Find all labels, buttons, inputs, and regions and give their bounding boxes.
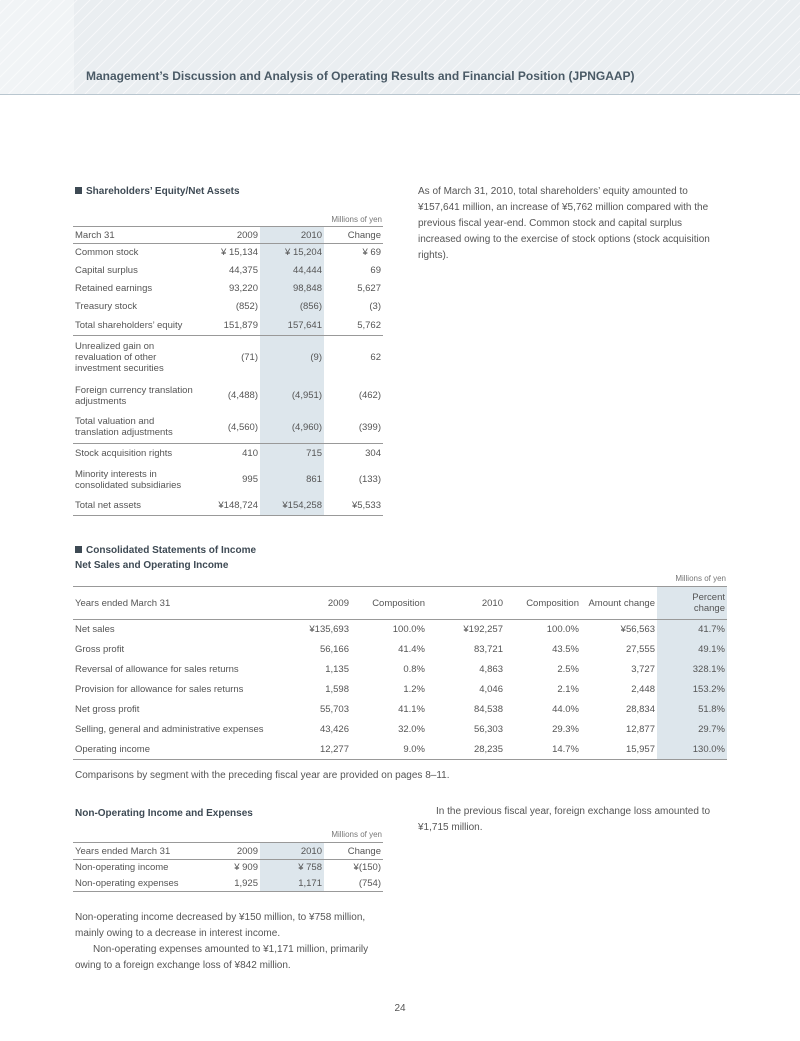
equity-cell: (71) — [241, 352, 258, 364]
income-cell: 43.5% — [552, 644, 579, 655]
income-row — [73, 640, 727, 660]
equity-col-header: 2010 — [260, 227, 324, 244]
equity-cell: 69 — [370, 265, 381, 276]
income-cell: 100.0% — [392, 624, 425, 636]
income-col-header: Percent change — [657, 587, 727, 620]
income-cell: 1.2% — [403, 684, 425, 695]
equity-cell: Treasury stock — [75, 301, 137, 312]
equity-title-text: Shareholders’ Equity/Net Assets — [86, 186, 240, 197]
income-col-header: Composition — [505, 587, 581, 620]
income-col-header: 2009 — [273, 587, 351, 620]
equity-cell: 995 — [242, 474, 258, 485]
equity-cell: ¥154,258 — [260, 496, 324, 516]
equity-row — [73, 298, 383, 316]
income-cell: Selling, general and administrative expenses — [75, 724, 264, 735]
square-bullet-icon — [75, 546, 82, 553]
income-cell: 41.7% — [657, 620, 727, 640]
equity-cell: 157,641 — [260, 316, 324, 336]
equity-cell: (4,960) — [260, 412, 324, 444]
equity-cell: (133) — [358, 474, 381, 485]
nonop-cell: ¥(150) — [353, 862, 381, 874]
equity-cell: (856) — [260, 298, 324, 316]
nonop-col-header: Years ended March 31 — [73, 843, 201, 860]
equity-row — [73, 262, 383, 280]
equity-cell: Total net assets — [73, 496, 201, 516]
equity-row — [73, 496, 383, 516]
income-cell: 56,303 — [473, 724, 503, 735]
equity-cell: Stock acquisition rights — [75, 448, 173, 460]
nonop-cell: Non-operating expenses — [73, 876, 201, 892]
income-row — [73, 620, 727, 640]
income-cell: 2.1% — [557, 684, 579, 695]
equity-cell: ¥5,533 — [324, 496, 383, 516]
equity-description: As of March 31, 2010, total shareholders’ equity amounted to ¥157,641 million, an increase of ¥5,762 million compared with the previous fiscal year-end. Common stock and capital surplus increased owing to the exercise of stock options (stock acquisition rights). — [418, 186, 710, 261]
nonop-row — [73, 876, 383, 892]
equity-cell: 5,762 — [324, 316, 383, 336]
income-row — [73, 740, 727, 760]
equity-cell: 410 — [242, 448, 258, 460]
equity-row — [73, 412, 383, 444]
income-cell: 44.0% — [552, 704, 579, 715]
income-row — [73, 700, 727, 720]
income-cell: 12,877 — [625, 724, 655, 735]
income-cell: ¥192,257 — [463, 624, 503, 636]
equity-row — [73, 280, 383, 298]
income-cell: 84,538 — [473, 704, 503, 715]
income-cell: 55,703 — [319, 704, 349, 715]
equity-cell: Unrealized gain on revaluation of other investment securities — [75, 341, 164, 375]
income-row — [73, 660, 727, 680]
income-section-title — [75, 545, 256, 556]
nonop-col-header: 2009 — [201, 843, 260, 860]
equity-cell: ¥148,724 — [201, 496, 260, 516]
equity-cell: 5,627 — [357, 283, 381, 294]
equity-cell: (9) — [260, 336, 324, 380]
equity-cell: Common stock — [75, 247, 139, 259]
equity-cell: ¥ 15,204 — [260, 244, 324, 262]
nonop-text-1: Non-operating income decreased by ¥150 million, to ¥758 million, mainly owing to a decrease in interest income. — [75, 912, 366, 939]
equity-col-header: Change — [324, 227, 383, 244]
nonop-cell: Non-operating income — [75, 862, 169, 874]
nonop-table — [73, 842, 383, 892]
equity-cell: 44,375 — [228, 265, 258, 276]
equity-row — [73, 380, 383, 412]
income-cell: 12,277 — [273, 740, 351, 760]
equity-cell: 44,444 — [260, 262, 324, 280]
equity-section-title — [75, 186, 240, 197]
nonop-col-header: Change — [324, 843, 383, 860]
equity-cell: 304 — [365, 448, 381, 460]
income-cell: 43,426 — [319, 724, 349, 735]
income-cell: 3,727 — [631, 664, 655, 675]
equity-header-row — [73, 227, 383, 244]
equity-cell: Total valuation and translation adjustments — [73, 412, 201, 444]
equity-cell: 151,879 — [201, 316, 260, 336]
equity-cell: (852) — [235, 301, 258, 312]
equity-col-header: 2009 — [201, 227, 260, 244]
equity-unit: Millions of yen — [331, 215, 382, 224]
nonop-cell: ¥ 909 — [234, 862, 258, 874]
equity-cell: (4,951) — [260, 380, 324, 412]
income-cell: ¥56,563 — [620, 624, 655, 636]
income-cell: 0.8% — [403, 664, 425, 675]
income-cell: 83,721 — [473, 644, 503, 655]
equity-cell: (4,560) — [201, 412, 260, 444]
equity-cell: ¥ 69 — [362, 247, 381, 259]
income-cell: 2.5% — [557, 664, 579, 675]
income-cell: 28,834 — [625, 704, 655, 715]
income-cell: 29.3% — [552, 724, 579, 735]
equity-row — [73, 464, 383, 496]
income-cell: 130.0% — [657, 740, 727, 760]
income-cell: 2,448 — [631, 684, 655, 695]
equity-cell: Total shareholders’ equity — [73, 316, 201, 336]
income-cell: 51.8% — [657, 700, 727, 720]
income-cell: 4,863 — [479, 664, 503, 675]
page-number: 24 — [394, 1003, 406, 1014]
nonop-text-2: Non-operating expenses amounted to ¥1,171 million, primarily owing to a foreign exchange loss of ¥842 million. — [75, 944, 369, 971]
equity-cell: ¥ 15,134 — [221, 247, 258, 259]
equity-cell: Capital surplus — [75, 265, 138, 276]
nonop-cell: (754) — [324, 876, 383, 892]
income-cell: 1,598 — [325, 684, 349, 695]
equity-cell: 93,220 — [228, 283, 258, 294]
equity-row — [73, 316, 383, 336]
page-title: Management’s Discussion and Analysis of Operating Results and Financial Position (JPNGAAP) — [86, 69, 635, 83]
nonop-cell: 1,925 — [201, 876, 260, 892]
nonop-unit: Millions of yen — [331, 830, 382, 839]
nonop-cell: 1,171 — [260, 876, 324, 892]
income-cell: 29.7% — [657, 720, 727, 740]
equity-cell: (462) — [358, 390, 381, 401]
income-row — [73, 720, 727, 740]
income-cell: Net sales — [75, 624, 115, 636]
equity-cell: 98,848 — [260, 280, 324, 298]
equity-cell: 861 — [260, 464, 324, 496]
income-cell: 100.0% — [546, 624, 579, 636]
income-cell: 32.0% — [398, 724, 425, 735]
income-cell: 28,235 — [427, 740, 505, 760]
income-subtitle: Net Sales and Operating Income — [75, 560, 229, 571]
income-cell: 41.4% — [398, 644, 425, 655]
nonop-col-header: 2010 — [260, 843, 324, 860]
income-table — [73, 586, 727, 760]
income-cell: 9.0% — [351, 740, 427, 760]
income-unit: Millions of yen — [675, 574, 726, 583]
nonop-cell: ¥ 758 — [260, 860, 324, 876]
income-cell: Net gross profit — [75, 704, 140, 715]
square-bullet-icon — [75, 187, 82, 194]
income-cell: 1,135 — [325, 664, 349, 675]
income-col-header: Amount change — [581, 587, 657, 620]
equity-row — [73, 244, 383, 262]
income-cell: 56,166 — [319, 644, 349, 655]
nonop-row — [73, 860, 383, 876]
income-cell: 41.1% — [398, 704, 425, 715]
income-row — [73, 680, 727, 700]
equity-cell: 715 — [260, 444, 324, 464]
income-col-header: Composition — [351, 587, 427, 620]
equity-cell: (399) — [324, 412, 383, 444]
equity-cell: (3) — [369, 301, 381, 312]
income-cell: Gross profit — [75, 644, 125, 655]
income-cell: Reversal of allowance for sales returns — [75, 664, 239, 675]
income-cell: Operating income — [73, 740, 273, 760]
income-header-row — [73, 587, 727, 620]
income-cell: 4,046 — [479, 684, 503, 695]
nonop-header-row — [73, 843, 383, 860]
nonop-section-title: Non-Operating Income and Expenses — [75, 808, 253, 819]
income-note: Comparisons by segment with the preceding fiscal year are provided on pages 8–11. — [75, 770, 450, 781]
equity-cell: Retained earnings — [75, 283, 153, 294]
income-cell: Provision for allowance for sales returns — [75, 684, 244, 695]
equity-row — [73, 444, 383, 464]
nonop-text-right: In the previous fiscal year, foreign exchange loss amounted to ¥1,715 million. — [418, 806, 711, 833]
equity-cell: Foreign currency translation adjustments — [75, 384, 193, 407]
income-cell: 49.1% — [657, 640, 727, 660]
income-cell: 14.7% — [505, 740, 581, 760]
equity-cell: Minority interests in consolidated subsidiaries — [75, 468, 182, 491]
income-col-header: Years ended March 31 — [73, 587, 273, 620]
equity-cell: (4,488) — [227, 390, 258, 401]
income-cell: ¥135,693 — [309, 624, 349, 636]
equity-col-header: March 31 — [73, 227, 201, 244]
income-title-text: Consolidated Statements of Income — [86, 545, 257, 556]
equity-cell: 62 — [370, 352, 381, 364]
income-cell: 328.1% — [657, 660, 727, 680]
income-cell: 15,957 — [581, 740, 657, 760]
income-cell: 27,555 — [625, 644, 655, 655]
income-cell: 153.2% — [657, 680, 727, 700]
equity-table — [73, 226, 383, 516]
income-col-header: 2010 — [427, 587, 505, 620]
equity-row — [73, 336, 383, 380]
header-side-panel — [0, 0, 74, 94]
